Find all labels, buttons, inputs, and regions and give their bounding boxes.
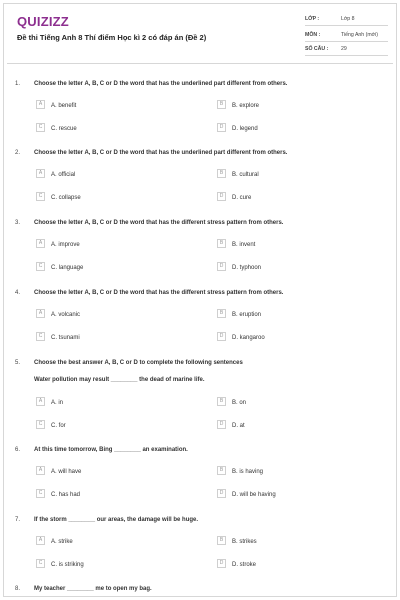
option-letter-box: C [36, 192, 45, 201]
option-text: B. cultural [232, 172, 259, 178]
meta-divider [305, 41, 388, 42]
question-text: My teacher ________ me to open my bag. [34, 586, 152, 592]
question-number: 1. [15, 81, 21, 87]
option-letter-box: D [217, 489, 226, 498]
question-number: 7. [15, 517, 21, 523]
option-letter-box: A [36, 100, 45, 109]
option-letter-box: B [217, 100, 226, 109]
question-number: 8. [15, 586, 21, 592]
option-text: B. eruption [232, 312, 262, 318]
option-letter-box: D [217, 123, 226, 132]
question-number: 6. [15, 447, 21, 453]
class-value: Lớp 8 [341, 16, 355, 22]
question-text: Choose the letter A, B, C or D the word that has the different stress pattern from others. [34, 290, 284, 296]
class-label: LỚP : [305, 16, 320, 22]
subject-label: MÔN : [305, 32, 321, 38]
subject-value: Tiếng Anh (mới) [341, 32, 378, 38]
option-letter-box: C [36, 489, 45, 498]
option-text: A. improve [51, 242, 80, 248]
option-text: B. on [232, 400, 247, 406]
option-letter-box: A [36, 536, 45, 545]
option-text: A. will have [51, 469, 82, 475]
option-letter-box: D [217, 262, 226, 271]
option-text: D. legend [232, 126, 258, 132]
question-number: 3. [15, 220, 21, 226]
option-text: C. rescue [51, 126, 77, 132]
option-letter-box: C [36, 420, 45, 429]
count-label: SỐ CÂU : [305, 46, 329, 52]
option-letter-box: B [217, 239, 226, 248]
option-letter-box: A [36, 309, 45, 318]
question-sentence: Water pollution may result ________ the dead of marine life. [34, 377, 205, 383]
document-title: Đề thi Tiếng Anh 8 Thí điểm Học kì 2 có đáp án (Đề 2) [17, 33, 207, 42]
question-number: 5. [15, 360, 21, 366]
option-text: C. for [51, 423, 66, 429]
question-text: Choose the letter A, B, C or D the word that has the underlined part different from others. [34, 150, 288, 156]
question-number: 4. [15, 290, 21, 296]
option-text: D. kangaroo [232, 335, 265, 341]
option-text: A. in [51, 400, 64, 406]
option-letter-box: B [217, 169, 226, 178]
option-text: D. cure [232, 195, 252, 201]
question-number: 2. [15, 150, 21, 156]
count-value: 29 [341, 46, 347, 52]
option-text: A. official [51, 172, 76, 178]
quizizz-logo: QUIZIZZ [17, 14, 69, 29]
option-text: A. benefit [51, 103, 77, 109]
option-text: A. strike [51, 539, 73, 545]
question-text: If the storm ________ our areas, the damage will be huge. [34, 517, 199, 523]
header-divider [7, 63, 393, 64]
option-text: B. invent [232, 242, 256, 248]
option-text: C. has had [51, 492, 81, 498]
question-text: At this time tomorrow, Bing ________ an examination. [34, 447, 188, 453]
option-letter-box: B [217, 466, 226, 475]
option-text: B. strikes [232, 539, 257, 545]
option-text: C. language [51, 265, 84, 271]
meta-divider [305, 25, 388, 26]
option-text: C. collapse [51, 195, 81, 201]
meta-divider [305, 55, 388, 56]
option-letter-box: A [36, 397, 45, 406]
option-letter-box: B [217, 536, 226, 545]
option-text: C. tsunami [51, 335, 80, 341]
option-letter-box: A [36, 169, 45, 178]
question-text: Choose the letter A, B, C or D the word that has the underlined part different from others. [34, 81, 288, 87]
option-letter-box: D [217, 559, 226, 568]
option-text: D. stroke [232, 562, 257, 568]
option-letter-box: A [36, 239, 45, 248]
question-text: Choose the best answer A, B, C or D to complete the following sentences [34, 360, 243, 366]
option-text: D. typhoon [232, 265, 262, 271]
option-text: D. will be having [232, 492, 276, 498]
option-letter-box: B [217, 309, 226, 318]
option-letter-box: D [217, 332, 226, 341]
option-text: C. is striking [51, 562, 84, 568]
option-letter-box: C [36, 262, 45, 271]
option-text: D. at [232, 423, 245, 429]
option-text: B. explore [232, 103, 260, 109]
page-border [3, 3, 397, 597]
option-letter-box: B [217, 397, 226, 406]
option-letter-box: D [217, 192, 226, 201]
option-text: B. is having [232, 469, 264, 475]
option-letter-box: D [217, 420, 226, 429]
option-letter-box: A [36, 466, 45, 475]
option-letter-box: C [36, 123, 45, 132]
option-text: A. volcanic [51, 312, 81, 318]
option-letter-box: C [36, 559, 45, 568]
question-text: Choose the letter A, B, C or D the word that has the different stress pattern from others. [34, 220, 284, 226]
option-letter-box: C [36, 332, 45, 341]
